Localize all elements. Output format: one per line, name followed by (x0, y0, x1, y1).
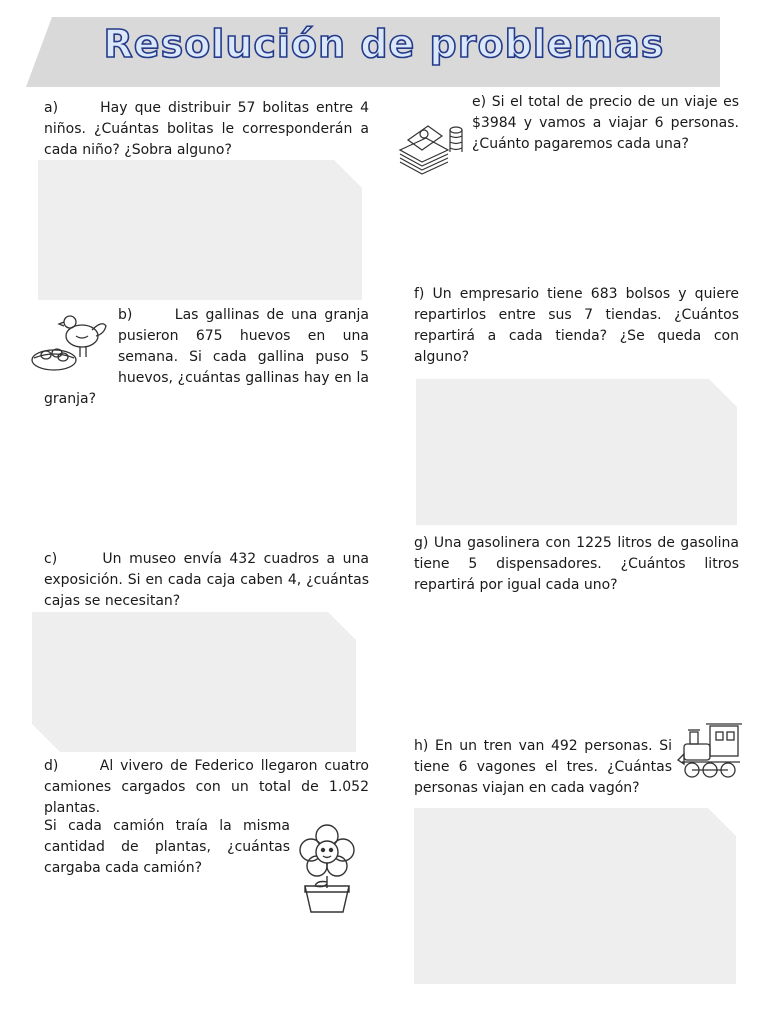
answer-box-a[interactable] (38, 160, 362, 300)
train-icon (676, 718, 744, 782)
problem-a: a) Hay que distribuir 57 bolitas entre 4 niños. ¿Cuántas bolitas le corresponderán a cada niño? ¿Sobra alguno? (44, 100, 369, 158)
answer-box-h[interactable] (414, 808, 736, 984)
image-spacer (44, 305, 118, 387)
problem-e (414, 92, 739, 156)
problem-h: h) En un tren van 492 personas. Si tiene 6 vagones el tres. ¿Cuántas personas viajan en cada vagón? (414, 738, 672, 796)
problem-g: g) Una gasolinera con 1225 litros de gasolina tiene 5 dispensadores. ¿Cuántos litros repartirá por igual cada uno? (414, 535, 739, 593)
problem-e-text: e) Si el total de precio de un viaje es $3984 y vamos a viajar 6 personas. ¿Cuánto pagaremos cada una? (472, 94, 739, 152)
answer-box-c[interactable] (32, 612, 356, 752)
problem-d-part1: d) Al vivero de Federico llegaron cuatro camiones cargados con un total de 1.052 plantas. (44, 758, 369, 816)
flower-pot-icon (297, 820, 357, 914)
problem-b (44, 305, 369, 410)
problem-c: c) Un museo envía 432 cuadros a una exposición. Si en cada caja caben 4, ¿cuántas cajas se necesitan? (44, 551, 369, 609)
problem-f: f) Un empresario tiene 683 bolsos y quiere repartirlos entre sus 7 tiendas. ¿Cuántos repartirá a cada tienda? ¿Se queda con alguno? (414, 286, 739, 365)
answer-box-f[interactable] (416, 379, 737, 525)
problem-d-part2: Si cada camión traía la misma cantidad de plantas, ¿cuántas cargaba cada camión? (44, 818, 290, 876)
problem-b-text: b) Las gallinas de una granja pusieron 675 huevos en una semana. Si cada gallina puso 5 huevos, ¿cuántas gallinas hay en la granja? (44, 307, 369, 407)
page-title: Resolución de problemas (103, 22, 665, 66)
image-spacer (414, 92, 472, 156)
